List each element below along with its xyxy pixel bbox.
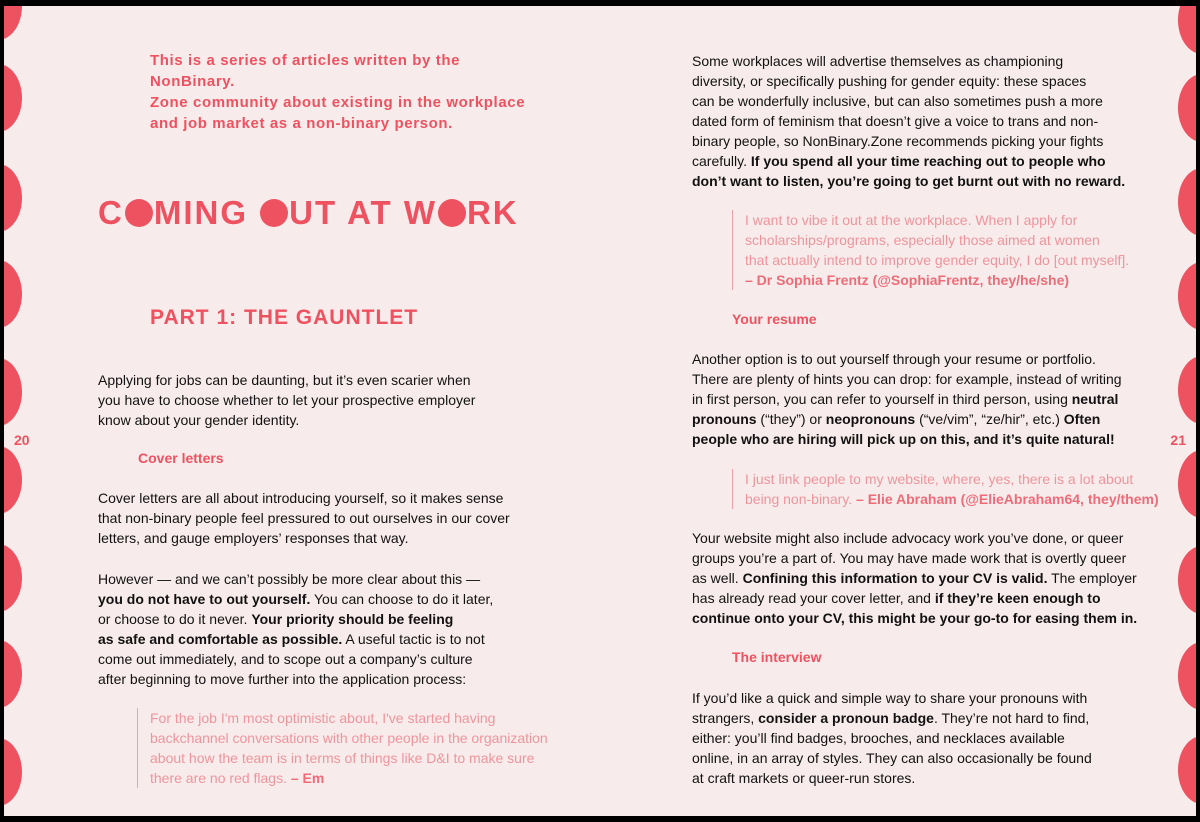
quote-attribution: – Elie Abraham (@ElieAbraham64, they/them) — [856, 491, 1159, 507]
paragraph-out-yourself: However — and we can’t possibly be more clear about this — you do not have to out yourself. You can choose to do it later, or choose to do it never. Your priority should be feeling as safe and comfortable as possible. A useful tactic is to not come out immediately, and to scope out a company’s culture after beginning to move further into the application process: — [98, 571, 494, 687]
decorative-circle — [4, 446, 22, 514]
paragraph-cover-letters: Cover letters are all about introducing yourself, so it makes sense that non-binary people feel pressured to out ourselves in our cover letters, and gauge employers’ responses that way. — [98, 490, 510, 546]
quote-attribution: – Dr Sophia Frentz (@SophiaFrentz, they/he/she) — [745, 272, 1070, 288]
page-title: C MING UT AT W RK — [98, 194, 519, 231]
intro-line: This is a series of articles written by the NonBinary. — [150, 52, 461, 90]
decorative-circle — [1178, 546, 1196, 614]
decorative-circle — [1178, 450, 1196, 518]
paragraph-intro: Applying for jobs can be daunting, but it’s even scarier when you have to choose whether to let your prospective employer know about your gender identity. — [98, 372, 476, 428]
page-number-left: 20 — [14, 432, 30, 448]
section-heading-cover-letters: Cover letters — [138, 450, 224, 466]
title-circle-letter — [260, 199, 288, 227]
quote-em: For the job I'm most optimistic about, I've started having backchannel conversations with other people in the organization about how the team is in terms of things like D&I to make sure there are no red flags. – Em — [137, 708, 548, 788]
decorative-circle — [4, 738, 22, 806]
quote-attribution: – Em — [290, 770, 325, 786]
decorative-circle — [1178, 736, 1196, 804]
paragraph-workplaces: Some workplaces will advertise themselves as championing diversity, or specifically pushing for gender equity: these spaces can be wonderfully inclusive, but can also sometimes push a more dated form of feminism that doesn’t give a voice to trans and non- binary people, so NonBinary.Zone recommends picking your fights carefully. If you spend all your time reaching out to people who don’t want to listen, you’re going to get burnt out with no reward. — [692, 53, 1126, 189]
title-circle-letter — [125, 199, 153, 227]
decorative-circle — [4, 64, 22, 132]
part-heading: PART 1: THE GAUNTLET — [150, 306, 419, 329]
decorative-circle — [1178, 168, 1196, 236]
decorative-circle — [4, 640, 22, 708]
paragraph-interview: If you’d like a quick and simple way to share your pronouns with strangers, consider a pronoun badge. They’re not hard to find, either: you’ll find badges, brooches, and necklaces available online, in an array of styles. They can also occasionally be found at craft markets or queer-run stores. — [692, 690, 1092, 786]
title-circle-letter — [438, 199, 466, 227]
paragraph-resume: Another option is to out yourself through your resume or portfolio. There are plenty of hints you can drop: for example, instead of writing in first person, you can refer to yourself in third person, using neutral pronouns (“they”) or neopronouns (“ve/vim”, “ze/hir”, etc.) Often people who are hiring will pick up on this, and it’s quite natural! — [692, 351, 1122, 447]
section-heading-interview: The interview — [732, 649, 822, 665]
decorative-circle — [1178, 74, 1196, 142]
intro-text — [150, 50, 530, 134]
decorative-circle — [4, 164, 22, 232]
quote-elie-abraham: I just link people to my website, where, yes, there is a lot about being non-binary. – Elie Abraham (@ElieAbraham64, they/them) — [732, 469, 1159, 509]
decorative-circle — [1178, 262, 1196, 330]
magazine-spread — [4, 6, 1196, 816]
page-number-right: 21 — [1170, 432, 1186, 448]
decorative-circle — [1178, 642, 1196, 710]
decorative-circle — [4, 544, 22, 612]
decorative-circle — [1178, 356, 1196, 424]
decorative-circle — [4, 260, 22, 328]
intro-line: Zone community about existing in the workplace — [150, 94, 526, 111]
quote-sophia-frentz: I want to vibe it out at the workplace. When I apply for scholarships/programs, especially those aimed at women that actually intend to improve gender equity, I do [out myself]. – Dr Sophia Frentz (@SophiaFrentz, they/he/she) — [732, 210, 1129, 290]
intro-line: and job market as a non-binary person. — [150, 115, 453, 132]
decorative-circle — [4, 6, 22, 40]
decorative-circle — [4, 358, 22, 426]
section-heading-resume: Your resume — [732, 311, 817, 327]
decorative-circle — [1178, 6, 1196, 54]
paragraph-website: Your website might also include advocacy work you’ve done, or queer groups you’re a part of. You may have made work that is overtly queer as well. Confining this information to your CV is valid. The employer has already read your cover letter, and if they’re keen enough to continue onto your CV, this might be your go-to for easing them in. — [692, 530, 1138, 626]
